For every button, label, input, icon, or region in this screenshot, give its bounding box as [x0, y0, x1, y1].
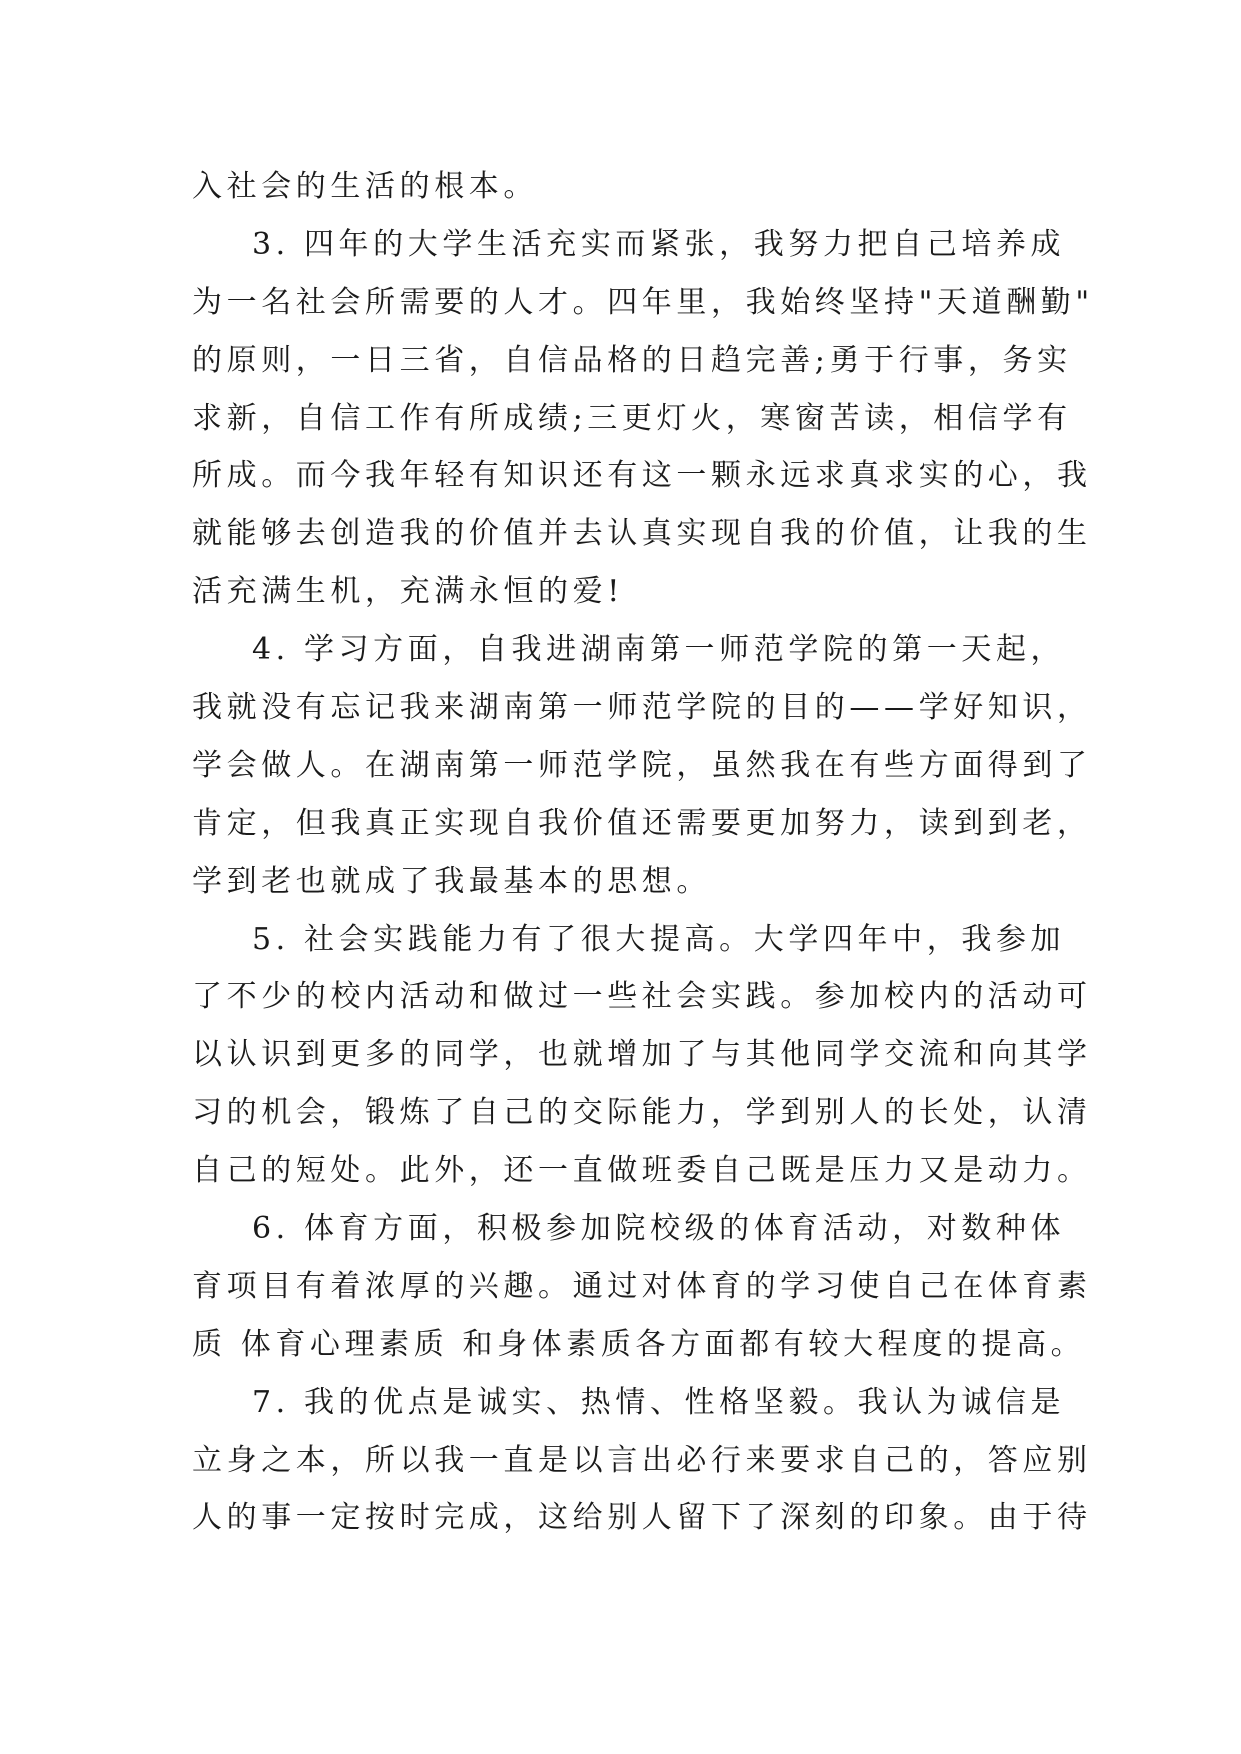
- text-line: 了不少的校内活动和做过一些社会实践。参加校内的活动可: [192, 979, 1092, 1015]
- text-line: 自己的短处。此外，还一直做班委自己既是压力又是动力。: [192, 1153, 1092, 1189]
- text-line: 入社会的生活的根本。: [192, 169, 538, 204]
- text-line: 求新，自信工作有所成绩;三更灯火，寒窗苦读，相信学有: [192, 400, 1072, 436]
- text-line: 人的事一定按时完成，这给别人留下了深刻的印象。由于待: [192, 1500, 1092, 1536]
- text-line: 以认识到更多的同学，也就增加了与其他同学交流和向其学: [192, 1037, 1092, 1073]
- body-text: [192, 158, 1094, 1547]
- text-line: 肯定，但我真正实现自我价值还需要更加努力，读到到老，: [192, 805, 1092, 841]
- text-line: 的原则，一日三省，自信品格的日趋完善;勇于行事，务实: [192, 342, 1072, 378]
- text-line: 学会做人。在湖南第一师范学院，虽然我在有些方面得到了: [192, 747, 1092, 783]
- text-line: 活充满生机，充满永恒的爱!: [192, 574, 624, 610]
- text-line: 4. 学习方面，自我进湖南第一师范学院的第一天起，: [252, 632, 1066, 668]
- text-line: 3. 四年的大学生活充实而紧张，我努力把自己培养成: [252, 226, 1066, 262]
- text-line: 5. 社会实践能力有了很大提高。大学四年中，我参加: [252, 921, 1066, 957]
- text-line: 质 体育心理素质 和身体素质各方面都有较大程度的提高。: [192, 1326, 1086, 1362]
- text-line: 所成。而今我年轻有知识还有这一颗永远求真求实的心，我: [192, 458, 1092, 494]
- text-line: 为一名社会所需要的人才。四年里，我始终坚持"天道酬勤": [192, 284, 1094, 320]
- text-line: 我就没有忘记我来湖南第一师范学院的目的——学好知识，: [192, 690, 1092, 726]
- text-line: 立身之本，所以我一直是以言出必行来要求自己的，答应别: [192, 1442, 1092, 1478]
- text-line: 6. 体育方面，积极参加院校级的体育活动，对数种体: [252, 1211, 1066, 1247]
- text-line: 学到老也就成了我最基本的思想。: [192, 863, 711, 899]
- text-line: 习的机会，锻炼了自己的交际能力，学到别人的长处，认清: [192, 1095, 1092, 1131]
- text-line: 7. 我的优点是诚实、热情、性格坚毅。我认为诚信是: [252, 1384, 1066, 1420]
- text-line: 育项目有着浓厚的兴趣。通过对体育的学习使自己在体育素: [192, 1268, 1092, 1304]
- text-line: 就能够去创造我的价值并去认真实现自我的价值，让我的生: [192, 516, 1092, 552]
